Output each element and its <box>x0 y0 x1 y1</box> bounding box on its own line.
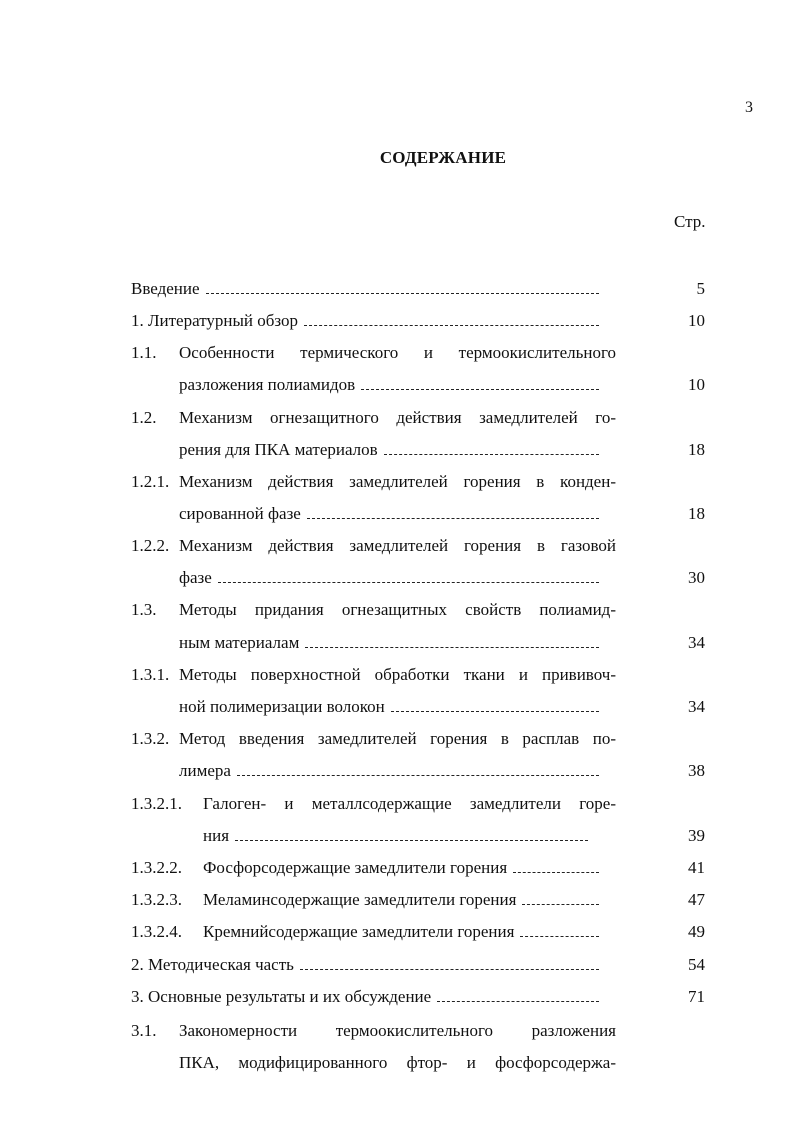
dotted-leader <box>237 775 599 776</box>
toc-entry-text: Механизм действия замедлителей горения в газовой <box>179 536 616 555</box>
dotted-leader <box>384 454 599 455</box>
toc-page-number: 41 <box>688 858 705 877</box>
toc-entry-text: ной полимеризации волокон <box>179 697 385 716</box>
toc-entry-text: Кремнийсодержащие замедлители горения <box>203 922 515 941</box>
toc-entry-continuation <box>203 824 588 848</box>
toc-page-number: 10 <box>688 311 705 330</box>
toc-entry-text: Механизм действия замедлителей горения в конден- <box>179 472 616 491</box>
toc-entry-text: Введение <box>131 279 200 298</box>
toc-entry-number: 1.2.1. <box>131 472 170 491</box>
toc-entry-continuation <box>179 373 599 397</box>
toc-page-number: 54 <box>688 955 705 974</box>
toc-entry-continuation <box>179 502 599 526</box>
toc-entry-text: Закономерности термоокислительного разложения <box>179 1021 616 1040</box>
dotted-leader <box>304 325 599 326</box>
toc-entry-text: разложения полиамидов <box>179 375 356 394</box>
toc-page-number: 10 <box>688 375 705 394</box>
dotted-leader <box>513 872 599 873</box>
toc-entry-number: 1.2. <box>131 408 157 427</box>
toc-entry-text: рения для ПКА материалов <box>179 440 378 459</box>
toc-page-number: 18 <box>688 504 705 523</box>
toc-entry-introduction <box>131 277 599 301</box>
toc-entry-literature-review <box>131 309 599 333</box>
toc-entry-text: фазе <box>179 568 212 587</box>
toc-entry-text: Метод введения замедлителей горения в расплав по- <box>179 729 616 748</box>
toc-entry-number: 1.3.2.3. <box>131 890 182 909</box>
toc-page-number: 38 <box>688 761 705 780</box>
toc-page-number: 30 <box>688 568 705 587</box>
toc-entry-text: 1. Литературный обзор <box>131 311 299 330</box>
toc-entry-text: Меламинсодержащие замедлители горения <box>203 890 517 909</box>
toc-entry-text: Механизм огнезащитного действия замедлителей го- <box>179 408 616 427</box>
toc-entry-text: Фосфорсодержащие замедлители горения <box>203 858 508 877</box>
dotted-leader <box>235 840 588 841</box>
dotted-leader <box>300 969 599 970</box>
toc-page-number: 49 <box>688 922 705 941</box>
dotted-leader <box>305 647 599 648</box>
toc-entry-melamine <box>203 888 599 912</box>
dotted-leader <box>218 582 599 583</box>
dotted-leader <box>307 518 599 519</box>
toc-page-number: 34 <box>688 697 705 716</box>
dotted-leader <box>520 936 599 937</box>
toc-entry-text: 2. Методическая часть <box>131 955 294 974</box>
toc-entry-number: 1.2.2. <box>131 536 170 555</box>
toc-entry-number: 1.3.2.4. <box>131 922 182 941</box>
dotted-leader <box>206 293 599 294</box>
toc-entry-number: 1.3. <box>131 600 157 619</box>
toc-entry-continuation <box>179 695 599 719</box>
toc-entry-number: 1.3.2.1. <box>131 794 182 813</box>
toc-page-number: 71 <box>688 987 705 1006</box>
dotted-leader <box>361 389 599 390</box>
toc-entry-text: ным материалам <box>179 633 300 652</box>
page-title: СОДЕРЖАНИЕ <box>379 148 507 167</box>
toc-entry-text: сированной фазе <box>179 504 301 523</box>
toc-entry-number: 1.3.1. <box>131 665 170 684</box>
toc-entry-text: ПКА, модифицированного фтор- и фосфорсодержа- <box>179 1053 616 1072</box>
toc-entry-number: 1.3.2.2. <box>131 858 182 877</box>
toc-entry-text: Особенности термического и термоокислительного <box>179 343 616 362</box>
toc-page-number: 39 <box>688 826 705 845</box>
toc-page-number: 34 <box>688 633 705 652</box>
dotted-leader <box>437 1001 599 1002</box>
toc-entry-phosphorus <box>203 856 599 880</box>
dotted-leader <box>391 711 599 712</box>
toc-entry-number: 1.3.2. <box>131 729 170 748</box>
toc-entry-text: Методы придания огнезащитных свойств полиамид- <box>179 600 616 619</box>
toc-entry-methods <box>131 953 599 977</box>
dotted-leader <box>522 904 599 905</box>
toc-entry-continuation <box>179 566 599 590</box>
toc-entry-text: Методы поверхностной обработки ткани и прививоч- <box>179 665 616 684</box>
toc-entry-text: ния <box>203 826 230 845</box>
toc-entry-number: 3.1. <box>131 1021 157 1040</box>
toc-entry-continuation <box>179 759 599 783</box>
toc-entry-text: 3. Основные результаты и их обсуждение <box>131 987 432 1006</box>
toc-entry-results <box>131 985 599 1009</box>
page-number: 3 <box>745 99 753 116</box>
toc-entry-continuation <box>179 438 599 462</box>
toc-entry-number: 1.1. <box>131 343 157 362</box>
toc-entry-silicon <box>203 920 599 944</box>
toc-entry-text: лимера <box>179 761 231 780</box>
toc-page-number: 47 <box>688 890 705 909</box>
pages-column-label: Стр. <box>674 212 706 231</box>
toc-entry-continuation <box>179 631 599 655</box>
toc-page-number: 5 <box>696 279 705 298</box>
toc-entry-text: Галоген- и металлсодержащие замедлители горе- <box>203 794 616 813</box>
toc-page-number: 18 <box>688 440 705 459</box>
